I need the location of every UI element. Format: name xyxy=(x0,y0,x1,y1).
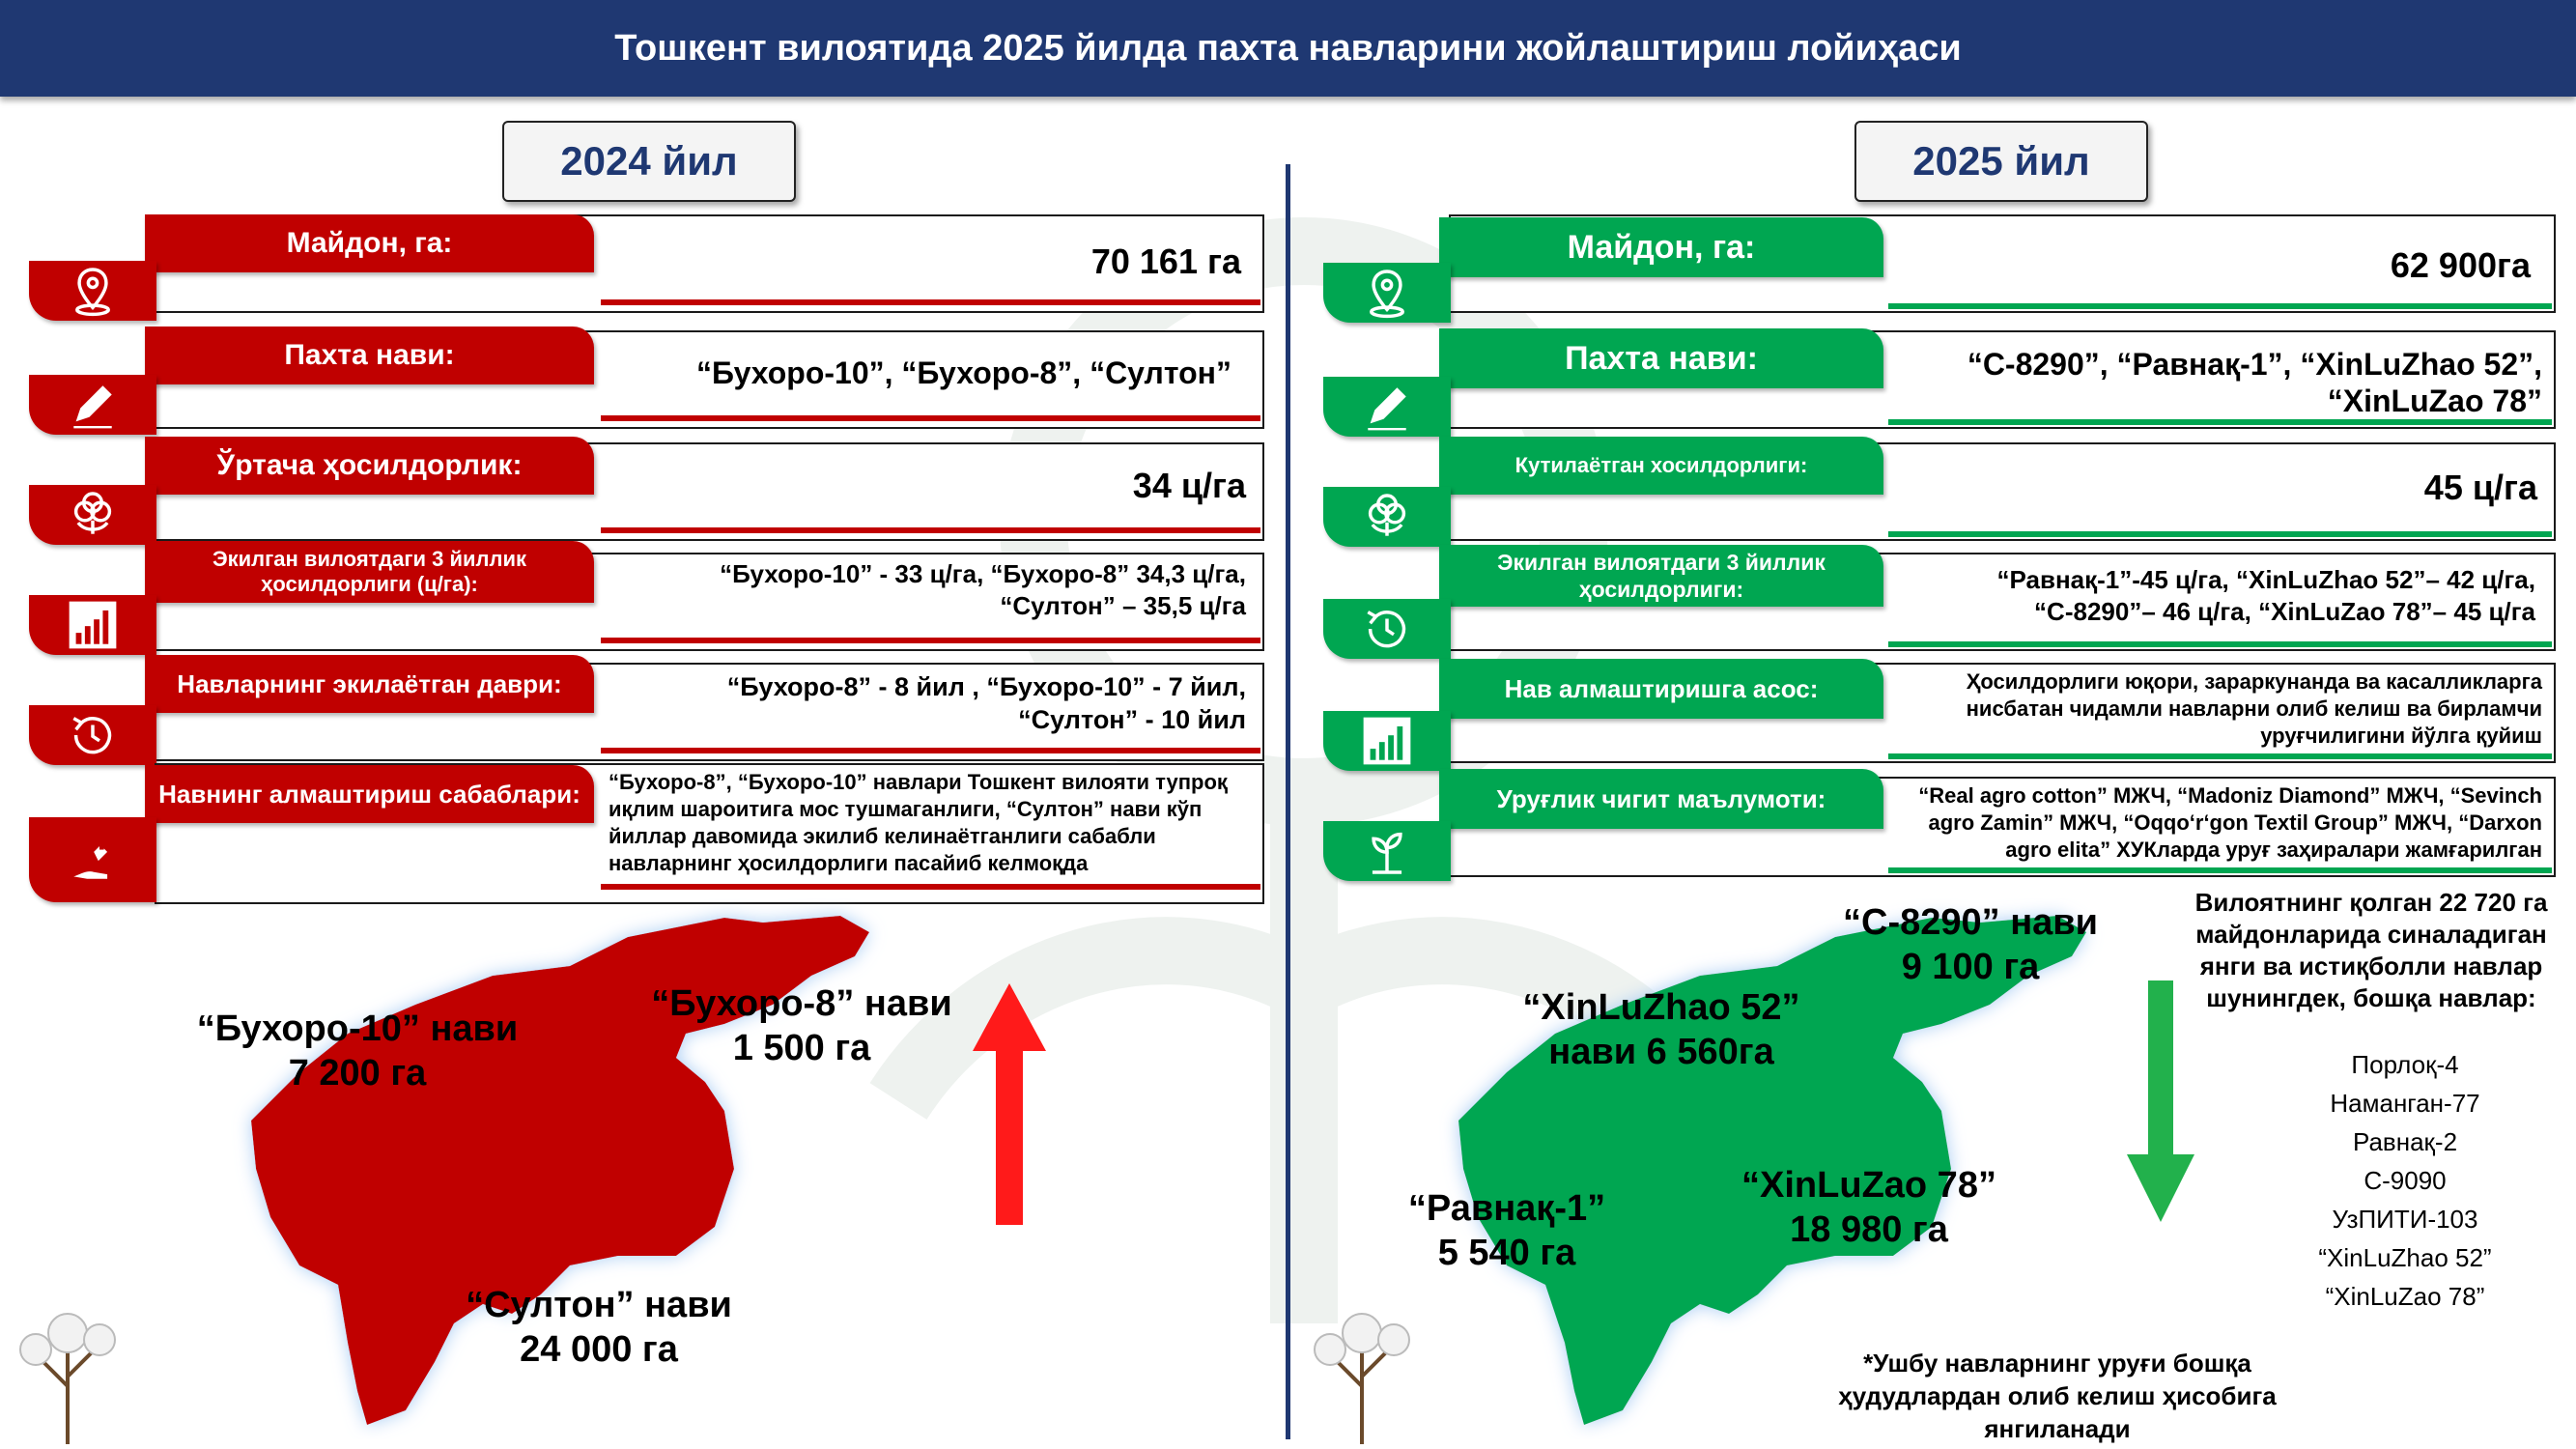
clock-arrow-icon xyxy=(1323,599,1451,659)
seed-info-value xyxy=(1893,782,2542,864)
map-label-ravnaq1 xyxy=(1352,1186,1661,1275)
row-underline xyxy=(601,415,1260,421)
cotton-flower-icon xyxy=(1323,487,1451,547)
footnote xyxy=(1806,1347,2308,1445)
label-line: “Султон” нави xyxy=(466,1285,732,1325)
row-underline xyxy=(1888,753,2552,759)
row-underline xyxy=(601,638,1260,643)
value-line: “Бухоро-8”, “Бухоро-10” навлари Тошкент вилояти тупроқ xyxy=(609,770,1228,794)
label-line: “XinLuZao 78” xyxy=(1741,1165,1996,1206)
value-line: Ҳосилдорлиги юқори, зараркунанда ва касалликларга xyxy=(1966,669,2542,694)
value-line: “Султон” – 35,5 ц/га xyxy=(1000,591,1246,620)
value-line: уруғчилигини йўлга қуйиш xyxy=(2260,724,2542,748)
replacement-basis-value xyxy=(1893,668,2542,750)
3year-yield-label: Экилган вилоятдаги 3 йиллик ҳосилдорлиги (ц/га): xyxy=(145,541,594,603)
value-line: “С-8290”– 46 ц/га, “XinLuZao 78”– 45 ц/га xyxy=(2034,597,2535,626)
heading-line: Вилоятнинг қолган 22 720 га xyxy=(2194,888,2548,917)
variety-label: Пахта нави: xyxy=(1439,328,1883,388)
plant-hand-icon xyxy=(29,817,156,902)
seed-info-label: Уруғлик чигит маълумоти: xyxy=(1439,769,1883,829)
yield-value: 34 ц/га xyxy=(1132,466,1246,505)
value-line: “Бухоро-8” - 8 йил , “Бухоро-10” - 7 йил, xyxy=(726,672,1246,701)
footnote-line: ҳудудлардан олиб келиш ҳисобига xyxy=(1838,1381,2277,1410)
label-line: “Бухоро-10” нави xyxy=(196,1009,519,1049)
row-underline xyxy=(601,527,1260,533)
map-label-bukhara8 xyxy=(609,981,995,1070)
replacement-reasons-label: Навнинг алмаштириш сабаблари: xyxy=(145,765,594,823)
label-line: “Бухоро-8” нави xyxy=(651,983,952,1024)
pencil-icon xyxy=(1323,377,1451,437)
label-line: “С-8290” нави xyxy=(1843,902,2098,943)
value-line: agro elita” ХУКларда уруғ заҳиралари жамғарилган xyxy=(2005,838,2542,862)
label-line: 5 540 га xyxy=(1437,1233,1576,1273)
cotton-flower-icon xyxy=(29,485,156,545)
row-underline xyxy=(1888,303,2552,309)
remaining-area-heading xyxy=(2173,887,2569,1014)
heading-line: майдонларида синаладиган xyxy=(2195,920,2547,949)
value-line: “Равнақ-1”-45 ц/га, “XinLuZhao 52”– 42 ц/га, xyxy=(1996,565,2535,594)
value-line: навларнинг ҳосилдорлиги пасайиб келмоқда xyxy=(609,851,1089,875)
row-underline xyxy=(601,748,1260,753)
clock-arrow-icon xyxy=(29,705,156,765)
row-underline xyxy=(1888,419,2552,425)
footnote-line: *Ушбу навларнинг уруғи бошқа xyxy=(1863,1349,2251,1378)
other-varieties-list xyxy=(2289,1045,2521,1316)
heading-line: шунингдек, бошқа навлар: xyxy=(2206,983,2536,1012)
area-label: Майдон, га: xyxy=(145,214,594,272)
list-item: Порлоқ-4 xyxy=(2351,1050,2459,1079)
replacement-basis-label: Нав алмаштиришга асос: xyxy=(1439,659,1883,719)
planting-period-label: Навларнинг экилаётган даври: xyxy=(145,655,594,713)
bar-chart-icon xyxy=(1323,711,1451,771)
year-2025-box: 2025 йил xyxy=(1854,121,2148,202)
value-line: agro Zamin” МЖЧ, “Oqqo‘r‘gon Textil Group” МЖЧ, “Darxon xyxy=(1928,810,2542,835)
expected-yield-label: Кутилаётган хосилдорлиги: xyxy=(1439,437,1883,495)
label-line: “Равнақ-1” xyxy=(1407,1188,1606,1229)
map-label-xinluzao78 xyxy=(1676,1163,2062,1252)
label-line: 1 500 га xyxy=(732,1028,871,1068)
year-2024-box: 2024 йил xyxy=(502,121,796,202)
center-divider xyxy=(1286,164,1290,1439)
heading-line: янги ва истиқболли навлар xyxy=(2199,952,2543,980)
cotton-branch-icon xyxy=(14,1290,121,1444)
list-item: Наманган-77 xyxy=(2330,1089,2480,1118)
list-item: “XinLuZhao 52” xyxy=(2318,1243,2492,1272)
label-line: 7 200 га xyxy=(288,1053,427,1094)
area-label: Майдон, га: xyxy=(1439,217,1883,277)
decrease-arrow-icon xyxy=(2125,980,2196,1222)
list-item: Равнақ-2 xyxy=(2352,1127,2458,1156)
label-line: “XinLuZhao 52” xyxy=(1522,987,1800,1028)
expected-yield-value: 45 ц/га xyxy=(2423,468,2537,507)
list-item: УзПИТИ-103 xyxy=(2332,1205,2478,1234)
map-label-sulton xyxy=(406,1283,792,1372)
variety-value: “Бухоро-10”, “Бухоро-8”, “Султон” xyxy=(695,355,1231,390)
area-value: 62 900га xyxy=(2390,245,2531,285)
variety-label: Пахта нави: xyxy=(145,327,594,384)
row-underline xyxy=(1888,641,2552,647)
planting-period-value xyxy=(609,670,1246,736)
location-pin-icon xyxy=(1323,263,1451,323)
label-line: нави 6 560га xyxy=(1548,1032,1774,1072)
row-underline xyxy=(1888,867,2552,873)
3year-yield-value xyxy=(609,558,1246,622)
row-underline xyxy=(1888,531,2552,537)
increase-arrow-icon xyxy=(971,983,1048,1225)
value-line: “XinLuZao 78” xyxy=(2327,384,2542,418)
bar-chart-icon xyxy=(29,595,156,655)
page-title: Тошкент вилоятида 2025 йилда пахта навларини жойлаштириш лойиҳаси xyxy=(0,0,2576,97)
pencil-icon xyxy=(29,375,156,435)
value-line: йиллар давомида экилиб келинаётганлиги сабабли xyxy=(609,824,1156,848)
footnote-line: янгиланади xyxy=(1984,1414,2131,1443)
map-label-c8290 xyxy=(1777,900,2164,989)
list-item: С-9090 xyxy=(2364,1166,2447,1195)
label-line: 9 100 га xyxy=(1901,947,2040,987)
value-line: “С-8290”, “Равнақ-1”, “XinLuZhao 52”, xyxy=(1967,347,2542,382)
value-line: иқлим шароитига мос тушмаганлиги, “Султон” нави кўп xyxy=(609,797,1203,821)
cotton-branch-icon xyxy=(1309,1290,1415,1444)
seedling-icon xyxy=(1323,821,1451,881)
row-underline xyxy=(601,884,1260,890)
value-line: нисбатан чидамли навларни олиб келиш ва бирламчи xyxy=(1966,696,2542,721)
map-label-xinluzhao52 xyxy=(1468,985,1854,1074)
value-line: “Бухоро-10” - 33 ц/га, “Бухоро-8” 34,3 ц/га, xyxy=(720,559,1246,588)
value-line: “Султон” - 10 йил xyxy=(1018,705,1246,734)
map-label-bukhara10 xyxy=(164,1007,551,1095)
variety-value xyxy=(1893,346,2542,419)
3year-yield-value xyxy=(1893,564,2535,628)
replacement-reasons-value xyxy=(609,769,1246,877)
label-line: 24 000 га xyxy=(520,1329,678,1370)
yield-label: Ўртача ҳосилдорлик: xyxy=(145,437,594,495)
area-value: 70 161 га xyxy=(1090,242,1241,281)
list-item: “XinLuZao 78” xyxy=(2325,1282,2485,1311)
3year-yield-label: Экилган вилоятдаги 3 йиллик ҳосилдорлиги: xyxy=(1439,545,1883,607)
value-line: “Real agro cotton” МЖЧ, “Madoniz Diamond” МЖЧ, “Sevinch xyxy=(1918,783,2542,808)
location-pin-icon xyxy=(29,261,156,321)
row-underline xyxy=(601,299,1260,305)
label-line: 18 980 га xyxy=(1790,1209,1948,1250)
